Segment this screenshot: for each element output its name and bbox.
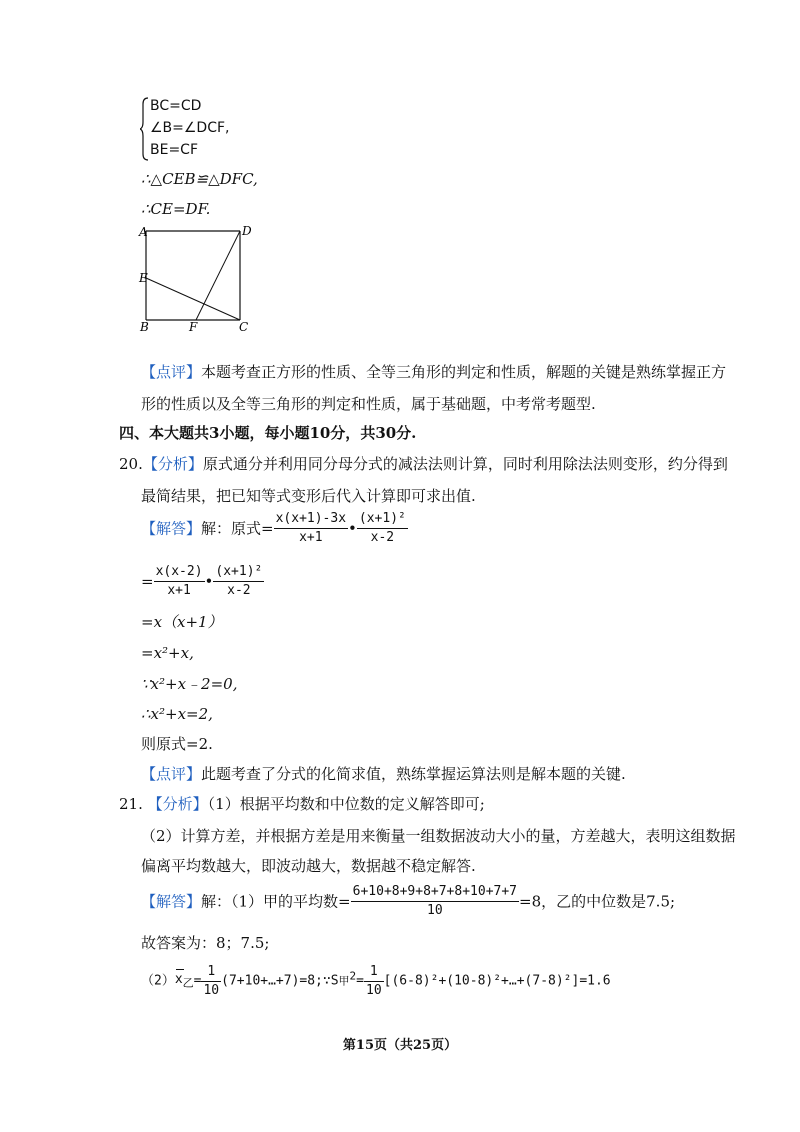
q21-frac-b bbox=[364, 963, 384, 1000]
q20-analysis-line-2: 最简结果，把已知等式变形后代入计算即可求出值. bbox=[141, 487, 476, 505]
q21-answer-line-1 bbox=[141, 883, 675, 920]
q20-f4-num: (x+1)² bbox=[213, 563, 264, 582]
q20-comment-text: 此题考查了分式的化简求值，熟练掌握运算法则是解本题的关键. bbox=[201, 765, 626, 783]
q20-step-3: =x（x+1） bbox=[141, 613, 223, 631]
page-footer: 第15页（共25页） bbox=[342, 1038, 458, 1053]
label-a: A bbox=[139, 225, 148, 239]
q21-eq-b: = bbox=[356, 973, 364, 989]
q20-fraction-2 bbox=[357, 510, 408, 547]
q20-times: • bbox=[348, 519, 357, 538]
q21-number: 21. bbox=[119, 795, 143, 813]
section-heading: 四、本大题共3小题，每小题10分，共30分. bbox=[119, 424, 417, 442]
q20-fraction-4 bbox=[213, 563, 264, 600]
segment-ce bbox=[146, 278, 240, 320]
conclusion-congruent: ∴△CEB≌△DFC, bbox=[141, 170, 258, 188]
square-figure bbox=[136, 222, 256, 337]
q20-step-4: =x²+x, bbox=[141, 644, 194, 662]
q20-fraction-1 bbox=[274, 510, 348, 547]
comment-tag: 【点评】 bbox=[141, 363, 202, 381]
equation-system bbox=[140, 96, 260, 162]
q21-mean-fraction bbox=[351, 883, 519, 920]
system-line-3: BE=CF bbox=[150, 142, 199, 158]
q21-answer-prefix: 解：（1）甲的平均数= bbox=[201, 892, 351, 911]
q20-f4-den: x-2 bbox=[227, 583, 251, 598]
q20-f3-num: x(x-2) bbox=[154, 563, 205, 582]
q21-analysis-tag: 【分析】 bbox=[147, 795, 208, 813]
system-line-1: BC=CD bbox=[150, 98, 202, 114]
q21-line2-prefix: （2） bbox=[141, 973, 175, 989]
q21-frac-a-num: 1 bbox=[201, 963, 221, 982]
q21-expr-a: (7+10+…+7)=8;∵S bbox=[221, 973, 339, 989]
q20-step-6: ∴x²+x=2, bbox=[141, 705, 213, 723]
q20-f3-den: x+1 bbox=[167, 583, 191, 598]
s-sub: 甲 bbox=[338, 974, 350, 988]
q20-step-5: ∵x²+x﹣2=0, bbox=[141, 675, 238, 693]
q20-analysis-line-1 bbox=[119, 453, 728, 475]
q21-mean-num: 6+10+8+9+8+7+8+10+7+7 bbox=[351, 883, 519, 902]
conclusion-equal: ∴CE=DF. bbox=[141, 200, 211, 218]
q20-analysis-text: 原式通分并利用同分母分式的减法法则计算，同时利用除法法则变形，约分得到 bbox=[202, 455, 728, 473]
q20-step-7: 则原式=2. bbox=[141, 735, 213, 753]
label-f: F bbox=[189, 320, 198, 334]
label-e: E bbox=[139, 271, 148, 285]
left-brace bbox=[140, 96, 150, 162]
q20-answer-line-1 bbox=[141, 510, 408, 547]
q21-answer-tag: 【解答】 bbox=[141, 892, 202, 911]
q21-frac-b-den: 10 bbox=[366, 983, 382, 998]
q21-mean-den: 10 bbox=[427, 903, 443, 918]
q20-comment-tag: 【点评】 bbox=[141, 765, 202, 783]
system-line-2: ∠B=∠DCF, bbox=[150, 120, 230, 136]
q20-answer-line-2 bbox=[141, 563, 264, 600]
q21-answer-suffix: =8，乙的中位数是7.5; bbox=[519, 892, 676, 911]
q20-f1-num: x(x+1)-3x bbox=[274, 510, 348, 529]
comment-19-line-1 bbox=[141, 361, 726, 383]
q20-answer-tag: 【解答】 bbox=[141, 519, 202, 538]
q21-answer-line-2 bbox=[141, 963, 611, 1000]
segment-df bbox=[196, 231, 240, 320]
q20-f2-den: x-2 bbox=[370, 530, 395, 545]
q21-analysis-line-3: 偏离平均数越大，即波动越大，数据越不稳定解答. bbox=[141, 857, 476, 875]
x-bar-sub: 乙 bbox=[182, 976, 194, 990]
q21-analysis-line-1 bbox=[119, 793, 485, 815]
q21-eq-a: = bbox=[193, 973, 202, 989]
q20-fraction-3 bbox=[154, 563, 205, 600]
q21-expr-b: [(6-8)²+(10-8)²+…+(7-8)²]=1.6 bbox=[383, 973, 611, 989]
q20-comment bbox=[141, 763, 626, 785]
q21-frac-a bbox=[201, 963, 221, 1000]
q20-times-2: • bbox=[204, 572, 214, 591]
q20-step2-prefix: = bbox=[141, 572, 154, 591]
comment-text: 本题考查正方形的性质、全等三角形的判定和性质，解题的关键是熟练掌握正方 bbox=[201, 363, 727, 381]
q21-result: 故答案为：8；7.5; bbox=[141, 934, 270, 952]
label-c: C bbox=[239, 320, 249, 334]
label-b: B bbox=[140, 320, 149, 334]
x-bar-overline bbox=[176, 969, 184, 970]
q20-f2-num: (x+1)² bbox=[357, 510, 408, 529]
q20-analysis-tag: 【分析】 bbox=[142, 455, 203, 473]
x-bar: $x_乙$ bbox=[175, 971, 194, 993]
q21-analysis-text: （1）根据平均数和中位数的定义解答即可; bbox=[207, 795, 485, 813]
q20-number: 20. bbox=[119, 455, 143, 473]
s-sup: 2 bbox=[349, 969, 357, 983]
label-d: D bbox=[242, 224, 252, 238]
q21-frac-a-den: 10 bbox=[203, 983, 220, 998]
q20-f1-den: x+1 bbox=[299, 530, 323, 545]
q21-analysis-line-2: （2）计算方差，并根据方差是用来衡量一组数据波动大小的量，方差越大，表明这组数据 bbox=[141, 827, 736, 845]
comment-19-line-2: 形的性质以及全等三角形的判定和性质，属于基础题，中考常考题型. bbox=[141, 395, 596, 413]
q21-frac-b-num: 1 bbox=[364, 963, 384, 982]
q20-answer-prefix: 解：原式= bbox=[201, 519, 274, 538]
